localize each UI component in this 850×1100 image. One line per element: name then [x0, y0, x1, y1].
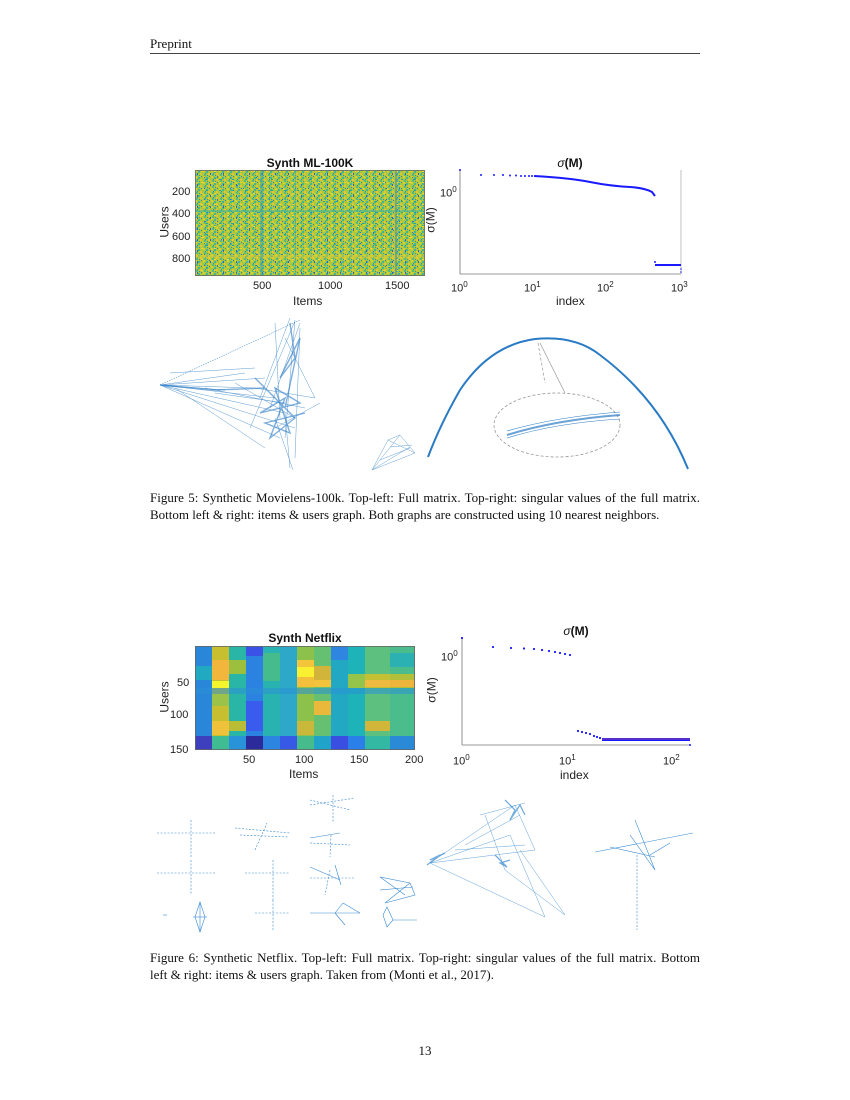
xlabel-items-netflix: Items — [289, 767, 319, 781]
sv-xtick-1e0: $10^0$ — [451, 280, 468, 295]
users-graph-ml100k — [370, 335, 695, 475]
figure5-caption: Figure 5: Synthetic Movielens-100k. Top-left: Full matrix. Top-right: singular values of the full matrix. Bottom left & right: items & users graph. Both graphs are constructed using 10 nearest neighbors. — [150, 490, 700, 522]
sv-xtick-1e2: $10^2$ — [597, 280, 614, 295]
items-graph-ml100k — [155, 318, 335, 473]
xtick-200: 200 — [405, 754, 424, 766]
sv-plot-netflix — [462, 638, 692, 746]
xtick-150: 150 — [350, 754, 369, 766]
sv6-xtick-1e0: $10^0$ — [453, 753, 470, 768]
xtick-50: 50 — [243, 754, 256, 766]
ytick-100: 100 — [170, 709, 189, 721]
running-header: Preprint — [150, 36, 192, 51]
heatmap-ml100k — [195, 170, 425, 276]
sv6-ytick-1e0: $10^0$ — [441, 649, 458, 664]
ytick-200: 200 — [172, 186, 191, 198]
heatmap-title-ml100k: Synth ML-100K — [266, 156, 354, 170]
sv-xtick-1e3: $10^3$ — [671, 280, 688, 295]
heatmap-netflix — [195, 646, 415, 750]
xlabel-items: Items — [293, 294, 323, 308]
xtick-1000: 1000 — [318, 280, 343, 292]
users-graph-netflix — [425, 795, 705, 930]
figure6-caption: Figure 6: Synthetic Netflix. Top-left: Full matrix. Top-right: singular values of the full matrix. Bottom left & right: items & users graph. Taken from (Monti et al., 2017). — [150, 950, 700, 982]
items-graph-netflix — [155, 795, 430, 930]
xtick-500: 500 — [253, 280, 272, 292]
heatmap-title-netflix: Synth Netflix — [268, 631, 342, 645]
ylabel-users: Users — [157, 206, 172, 238]
sv-xtick-1e1: $10^1$ — [524, 280, 541, 295]
ytick-50: 50 — [177, 677, 190, 689]
ytick-800: 800 — [172, 253, 191, 265]
xtick-1500: 1500 — [385, 280, 410, 292]
page-number: 13 — [418, 1043, 432, 1058]
sv6-xlabel-index: index — [560, 768, 589, 782]
sv6-xtick-1e2: $10^2$ — [663, 753, 680, 768]
ytick-150: 150 — [170, 744, 189, 756]
ylabel-users-netflix: Users — [157, 681, 172, 713]
sv6-ylabel: σ(M) — [424, 677, 439, 703]
xtick-100: 100 — [295, 754, 314, 766]
sv-plot-ml100k — [460, 170, 682, 276]
sv-title-ml100k: σ(M) — [557, 156, 583, 170]
sv-ylabel: σ(M) — [423, 207, 438, 233]
header-rule — [150, 53, 700, 54]
ytick-400: 400 — [172, 208, 191, 220]
sv-title-netflix: σ(M) — [563, 624, 589, 638]
sv-ytick-1e0: $10^0$ — [440, 185, 457, 200]
sv-xlabel-index: index — [556, 294, 585, 308]
ytick-600: 600 — [172, 231, 191, 243]
sv6-xtick-1e1: $10^1$ — [559, 753, 576, 768]
